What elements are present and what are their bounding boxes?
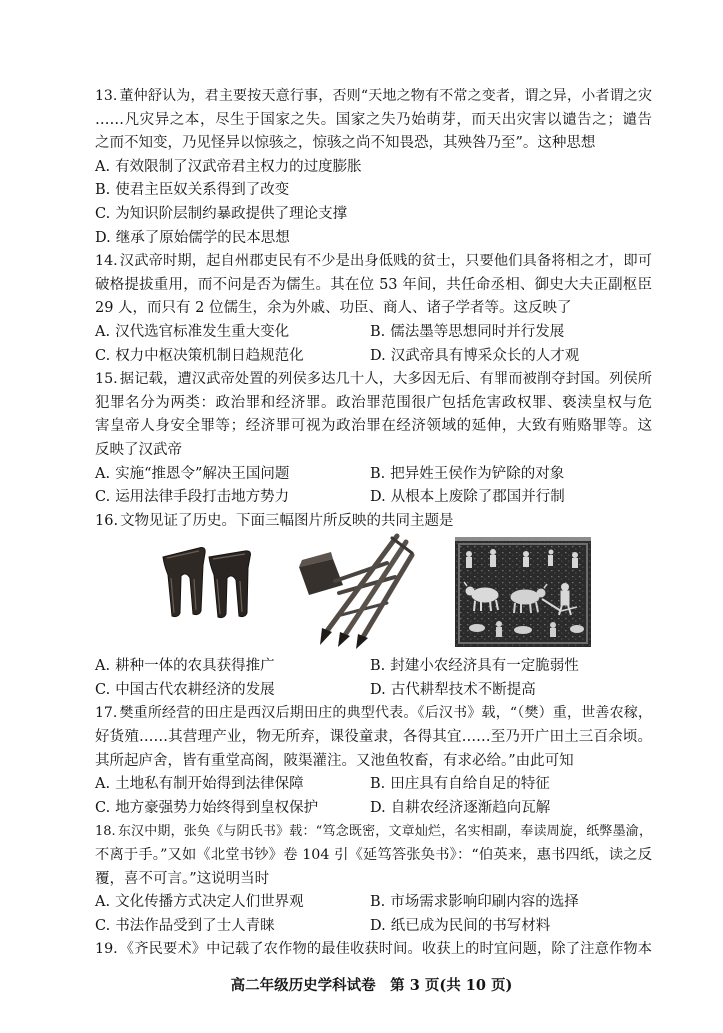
option-row — [95, 463, 652, 487]
option-label: D. — [370, 917, 386, 934]
option-d — [370, 797, 652, 821]
option-b — [370, 773, 652, 797]
iron-tool-right — [209, 551, 250, 618]
option-d — [370, 486, 652, 510]
option-row — [95, 486, 652, 510]
option-label: A. — [95, 776, 111, 793]
option-row — [95, 891, 652, 915]
option-d — [370, 915, 652, 939]
question-stem-line — [95, 820, 652, 844]
option-text: 纸已成为民间的书写材料 — [390, 917, 551, 934]
question-stem-line: 29 人，而只有 2 位儒生，余为外戚、功臣、商人、诸子学者等。这反映了 — [95, 300, 572, 317]
option-c — [95, 679, 370, 703]
option-b — [370, 655, 652, 679]
question-stem-line — [95, 938, 652, 962]
ox-plowing-rubbing-image — [455, 537, 591, 647]
question-stem-text: 樊重所经营的田庄是西汉后期田庄的典型代表。《后汉书》载，“（樊）重，世善农稼， — [119, 705, 652, 722]
option-label: A. — [95, 323, 111, 340]
option-row — [95, 203, 652, 227]
artifact-pictures — [95, 533, 652, 655]
option-text: 文化传播方式决定人们世界观 — [115, 894, 304, 911]
option-label: A. — [95, 658, 111, 675]
option-a — [95, 463, 370, 487]
option-text: 把异姓王侯作为铲除的对象 — [390, 465, 565, 482]
question-stem-line — [95, 250, 652, 274]
option-a — [95, 321, 370, 345]
option-a — [95, 891, 370, 915]
option-text: 书法作品受到了士人青睐 — [115, 917, 275, 934]
option-text: 中国古代农耕经济的发展 — [115, 681, 275, 698]
option-label: A. — [95, 894, 111, 911]
option-text: 市场需求影响印刷内容的选择 — [390, 894, 579, 911]
option-d — [370, 679, 652, 703]
option-a — [95, 773, 370, 797]
option-a — [95, 156, 652, 180]
option-c — [95, 203, 652, 227]
option-label: B. — [370, 658, 386, 675]
option-label: C. — [95, 489, 111, 506]
question-number: 13. — [95, 88, 118, 104]
question-stem-line: 其所起庐舍，皆有重堂高阁，陂渠灌注。又池鱼牧畜，有求必给。”由此可知 — [95, 752, 574, 769]
option-text: 土地私有制开始得到法律保障 — [115, 776, 304, 793]
option-label: B. — [370, 894, 386, 911]
option-row — [95, 227, 652, 251]
option-b — [370, 463, 652, 487]
option-row — [95, 156, 652, 180]
question-stem-line: 之而不知变，乃见怪异以惊骇之，惊骇之尚不知畏恐，其殃咎乃至”。这种思想 — [95, 135, 596, 152]
question-16 — [95, 510, 652, 703]
option-label: D. — [370, 799, 386, 816]
option-label: D. — [95, 229, 111, 246]
option-label: A. — [95, 465, 111, 482]
option-text: 实施“推恩令”解决王国问题 — [115, 465, 290, 482]
option-label: C. — [95, 799, 111, 816]
option-text: 为知识阶层制约暴政提供了理论支撑 — [115, 205, 348, 222]
question-stem-line: 犯罪名分为两类：政治罪和经济罪。政治罪范围很广包括危害政权罪、亵渎皇权与危 — [95, 394, 652, 411]
option-label: C. — [95, 917, 111, 934]
question-stem-text: 《齐民要术》中记载了农作物的最佳收获时间。收获上的时宜问题，除了注意作物本 — [119, 941, 652, 958]
question-stem-line: ……凡灾异之本，尽生于国家之失。国家之失乃始萌芽，而天出灾害以谴告之；谴告 — [95, 111, 652, 128]
question-number: 19. — [95, 941, 118, 958]
option-text: 耕种一体的农具获得推广 — [115, 658, 275, 675]
question-stem-text: 董仲舒认为，君主要按天意行事，否则“天地之物有不常之变者，谓之异，小者谓之灾 — [119, 88, 652, 104]
option-row — [95, 915, 652, 939]
option-text: 自耕农经济逐渐趋向瓦解 — [390, 799, 551, 816]
option-label: C. — [95, 347, 111, 364]
page-footer: 高二年级历史学科试卷 第 3 页(共 10 页) — [230, 977, 513, 994]
question-16-figures — [95, 533, 652, 655]
option-row — [95, 321, 652, 345]
option-label: D. — [370, 489, 386, 506]
option-label: B. — [370, 323, 386, 340]
question-stem-text: 据记载，遭汉武帝处置的列侯多达几十人，大多因无后、有罪而被削夺封国。列侯所 — [119, 371, 652, 388]
option-row — [95, 345, 652, 369]
question-number: 17. — [95, 705, 118, 722]
option-label: B. — [370, 465, 386, 482]
option-row — [95, 679, 652, 703]
option-row — [95, 655, 652, 679]
question-stem-line — [95, 85, 652, 109]
question-stem-line: 不离于手。”又如《北堂书钞》卷 104 引《延笃答张奂书》：“伯英来，惠书四纸，读之反 — [95, 847, 652, 864]
option-label: B. — [370, 776, 386, 793]
exam-page-body — [95, 85, 652, 962]
question-19 — [95, 938, 652, 962]
question-number: 18. — [95, 824, 116, 840]
question-stem-line: 好货殖……其营理产业，物无所弃，课役童隶，各得其宜……至乃开广田土三百余顷。 — [95, 729, 652, 746]
option-label: D. — [370, 347, 386, 364]
option-text: 地方豪强势力始终得到皇权保护 — [115, 799, 319, 816]
option-text: 田庄具有自给自足的特征 — [390, 776, 550, 793]
option-text: 古代耕犁技术不断提高 — [390, 681, 536, 698]
question-18 — [95, 820, 652, 938]
rubbing-top-edge — [455, 537, 591, 541]
frame-beam — [335, 563, 387, 581]
option-b — [370, 891, 652, 915]
option-row — [95, 179, 652, 203]
option-d — [370, 345, 652, 369]
seed-drill-image — [299, 536, 412, 649]
option-label: D. — [370, 681, 386, 698]
option-text: 从根本上废除了郡国并行制 — [390, 489, 565, 506]
question-15 — [95, 368, 652, 510]
option-label: A. — [95, 158, 111, 175]
option-text: 使君主臣奴关系得到了改变 — [115, 182, 290, 199]
question-14 — [95, 250, 652, 368]
question-stem-line: 破格提拔重用，而不问是否为儒生。其在位 53 年间，共任命丞相、御史大夫正副枢臣 — [95, 276, 652, 293]
question-stem-line — [95, 510, 652, 534]
option-text: 汉武帝具有博采众长的人才观 — [390, 347, 580, 364]
option-label: B. — [95, 182, 111, 199]
option-row — [95, 797, 652, 821]
option-row — [95, 773, 652, 797]
question-stem-text: 汉武帝时期，起自州郡吏民有不少是出身低贱的贫士，只要他们具备将相之才，即可 — [119, 253, 652, 270]
option-c — [95, 486, 370, 510]
question-stem-line: 覆，喜不可言。”这说明当时 — [95, 870, 270, 887]
question-17 — [95, 702, 652, 820]
question-13 — [95, 85, 652, 250]
option-label: C. — [95, 681, 111, 698]
question-stem-text: 东汉中期，张奂《与阴氏书》载：“笃念既密，文章灿烂，名实相副，奉读周旋，纸弊墨渝， — [117, 824, 652, 840]
option-label: C. — [95, 205, 111, 222]
option-text: 运用法律手段打击地方势力 — [115, 489, 290, 506]
option-c — [95, 915, 370, 939]
option-c — [95, 797, 370, 821]
question-stem-text: 文物见证了历史。下面三幅图片所反映的共同主题是 — [120, 512, 454, 529]
option-text: 权力中枢决策机制日趋规范化 — [115, 347, 304, 364]
question-stem-line — [95, 702, 652, 726]
question-stem-line — [95, 368, 652, 392]
option-text: 有效限制了汉武帝君主权力的过度膨胀 — [115, 158, 362, 175]
option-text: 继承了原始儒学的民本思想 — [115, 229, 290, 246]
option-b — [370, 321, 652, 345]
question-number: 14. — [95, 253, 118, 270]
option-a — [95, 655, 370, 679]
option-b — [95, 179, 652, 203]
question-stem-line: 反映了汉武帝 — [95, 441, 182, 458]
question-number: 16. — [95, 512, 119, 529]
option-c — [95, 345, 370, 369]
option-text: 封建小农经济具有一定脆弱性 — [390, 658, 579, 675]
iron-farm-tools-image — [163, 548, 250, 618]
question-stem-line: 害皇帝人身安全罪等；经济罪可视为政治罪在经济领域的延伸，大致有贿赂罪等。这 — [95, 418, 652, 435]
option-d — [95, 227, 652, 251]
option-text: 儒法墨等思想同时并行发展 — [390, 323, 565, 340]
question-number: 15. — [95, 371, 118, 388]
option-text: 汉代选官标准发生重大变化 — [115, 323, 290, 340]
